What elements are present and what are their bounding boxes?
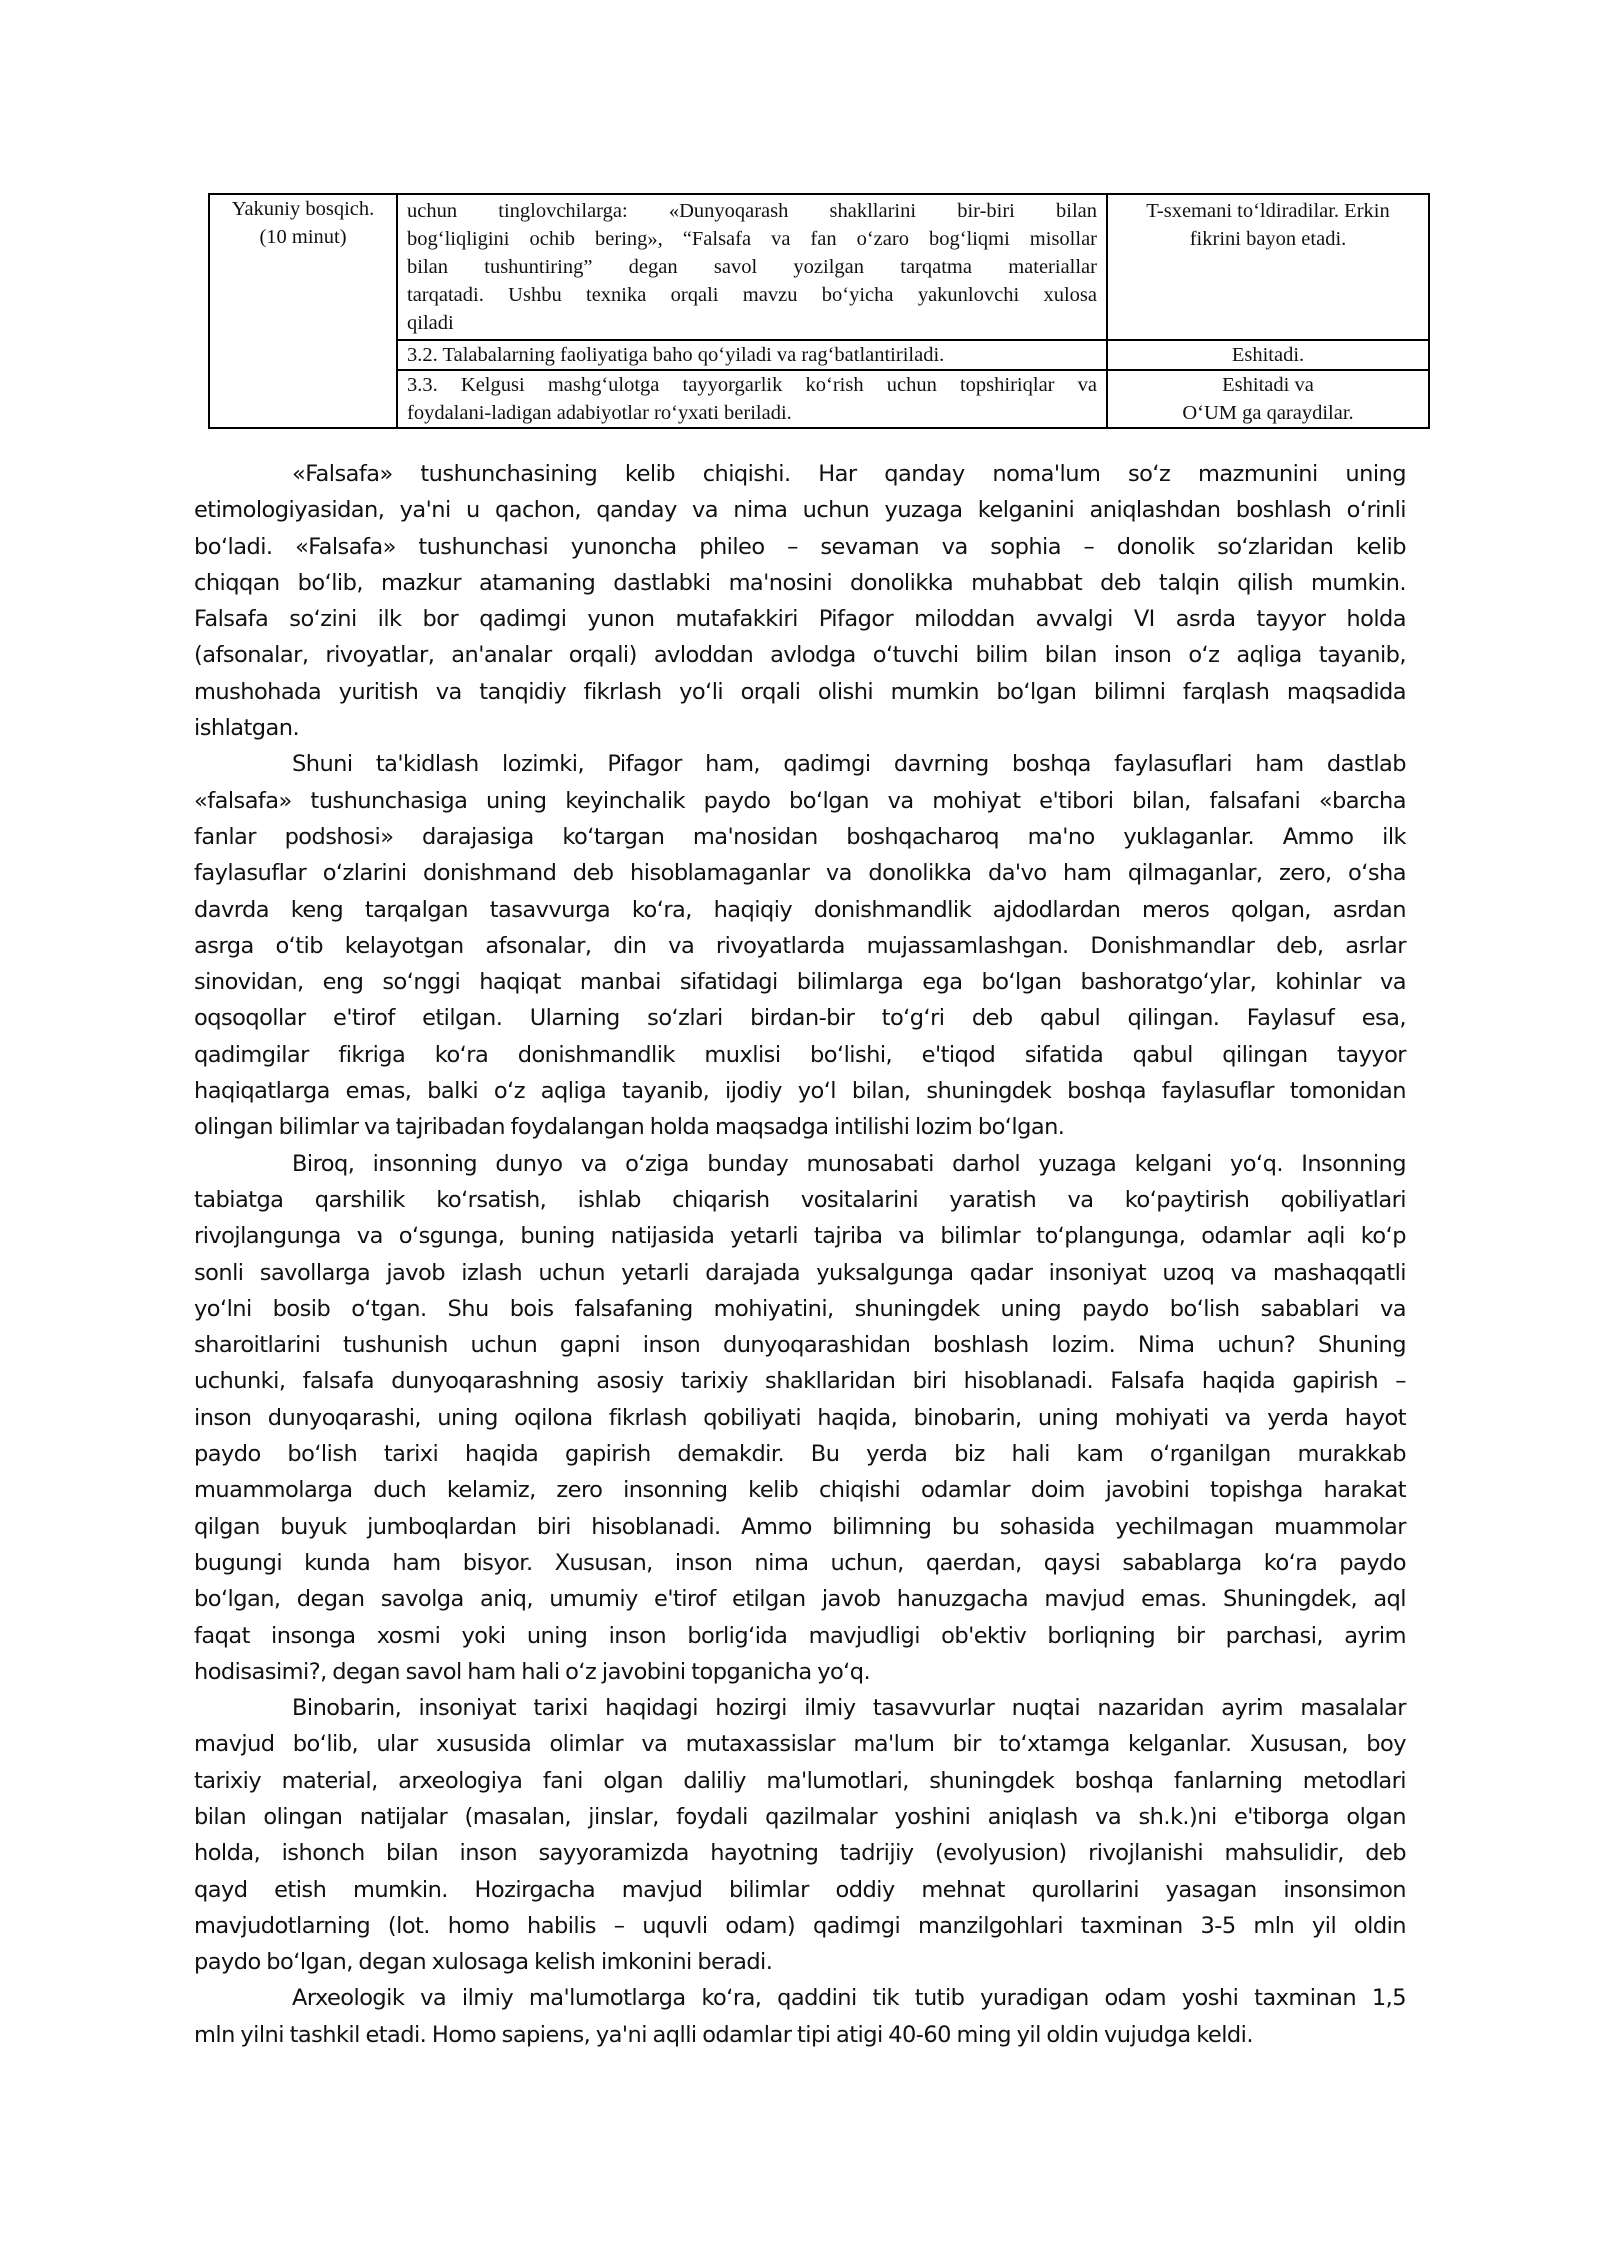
text-line: Falsafa soʻzini ilk bor qadimgi yunon mutafakkiri Pifagor miloddan avvalgi VI asrda tayyor holda xyxy=(194,606,1406,633)
text-line: T-sxemani toʻldiradilar. Erkin xyxy=(1146,200,1390,222)
text-line: paydo boʻlish tarixi haqida gapirish demakdir. Bu yerda biz hali kam oʻrganilgan murakkab xyxy=(194,1441,1406,1468)
text-line: (afsonalar, rivoyatlar, an'analar orqali) avloddan avlodga oʻtuvchi bilim bilan inson oʻz aqliga tayanib, xyxy=(194,642,1406,669)
table-row xyxy=(209,194,1429,340)
text-line: Eshitadi. xyxy=(1231,344,1305,366)
stage-duration: (10 minut) xyxy=(259,226,347,248)
text-line: uchunki, falsafa dunyoqarashning asosiy tarixiy shakllaridan biri hisoblanadi. Falsafa haqida gapirish – xyxy=(194,1368,1406,1395)
text-line: mavjudotlarning (lot. homo habilis – uquvli odam) qadimgi manzilgohlari taxminan 3-5 mln yil oldin xyxy=(194,1912,1406,1939)
text-line: 3.3. Kelgusi mashgʻulotga tayyorgarlik koʻrish uchun topshiriqlar va xyxy=(407,374,1097,396)
teacher-activity-cell xyxy=(397,370,1107,428)
text-line: sonli savollarga javob izlash uchun yetarli darajada yuksalgunga qadar insoniyat uzoq va mashaqqatli xyxy=(194,1259,1406,1286)
text-line: fikrini bayon etadi. xyxy=(1189,228,1347,250)
text-line: inson dunyoqarashi, uning oqilona fikrlash qobiliyati haqida, binobarin, uning mohiyati va yerda hayot xyxy=(194,1404,1406,1431)
text-line: foydalani-ladigan adabiyotlar roʻyxati beriladi. xyxy=(407,402,792,424)
text-line: «falsafa» tushunchasiga uning keyinchalik paydo boʻlgan va mohiyat e'tibori bilan, falsafani «barcha xyxy=(194,787,1406,814)
teacher-activity-cell xyxy=(397,194,1107,340)
lesson-plan-table xyxy=(208,193,1430,429)
text-line: tabiatga qarshilik koʻrsatish, ishlab chiqarish vositalarini yaratish va koʻpaytirish qobiliyatlari xyxy=(194,1186,1406,1213)
paragraph xyxy=(194,1690,1406,1980)
stage-cell xyxy=(209,194,397,428)
text-line: mushohada yuritish va tanqidiy fikrlash yoʻli orqali olishi mumkin boʻlgan bilimni farqlash maqsadida xyxy=(194,678,1406,705)
paragraph xyxy=(194,1980,1406,2053)
text-line: OʻUM ga qaraydilar. xyxy=(1182,402,1354,424)
text-line: qayd etish mumkin. Hozirgacha mavjud bilimlar oddiy mehnat qurollarini yasagan insonsimon xyxy=(194,1876,1406,1903)
text-line: tarqatadi. Ushbu texnika orqali mavzu boʻyicha yakunlovchi xulosa xyxy=(407,284,1097,306)
student-activity-cell xyxy=(1107,194,1429,340)
paragraph xyxy=(194,456,1406,746)
text-line: asrga oʻtib kelayotgan afsonalar, din va rivoyatlarda mujassamlashgan. Donishmandlar deb, asrlar xyxy=(194,932,1406,959)
student-activity-cell xyxy=(1107,340,1429,370)
text-line: olingan bilimlar va tajribadan foydalangan holda maqsadga intilishi lozim boʻlgan. xyxy=(194,1114,1065,1141)
text-line: ishlatgan. xyxy=(194,715,300,742)
text-line: yoʻlni bosib oʻtgan. Shu bois falsafaning mohiyatini, shuningdek uning paydo boʻlish sabablari va xyxy=(194,1295,1406,1322)
text-line: chiqqan boʻlib, mazkur atamaning dastlabki ma'nosini donolikka muhabbat deb talqin qilish mumkin. xyxy=(194,569,1406,596)
text-line: «Falsafa» tushunchasining kelib chiqishi. Har qanday noma'lum soʻz mazmunini uning xyxy=(292,461,1406,487)
text-line: boʻlgan, degan savolga aniq, umumiy e'tirof etilgan javob hanuzgacha mavjud emas. Shuningdek, aql xyxy=(194,1586,1406,1613)
text-line: paydo boʻlgan, degan xulosaga kelish imkonini beradi. xyxy=(194,1949,773,1976)
text-line: muammolarga duch kelamiz, zero insonning kelib chiqishi odamlar doim javobini topishga harakat xyxy=(194,1477,1406,1504)
text-line: tarixiy material, arxeologiya fani olgan daliliy ma'lumotlari, shuningdek boshqa fanlarning metodlari xyxy=(194,1767,1406,1794)
text-line: Arxeologik va ilmiy ma'lumotlarga koʻra, qaddini tik tutib yuradigan odam yoshi taxminan 1,5 xyxy=(292,1985,1406,2012)
text-line: sharoitlarini tushunish uchun gapni inson dunyoqarashidan boshlash lozim. Nima uchun? Shuning xyxy=(194,1332,1406,1359)
text-line: Eshitadi va xyxy=(1222,374,1314,396)
text-line: Biroq, insonning dunyo va oʻziga bunday munosabati darhol yuzaga kelgani yoʻq. Insonning xyxy=(292,1150,1406,1177)
stage-label: Yakuniy bosqich. xyxy=(231,198,375,220)
text-line: mln yilni tashkil etadi. Homo sapiens, ya'ni aqlli odamlar tipi atigi 40-60 ming yil oldin vujudga keldi. xyxy=(194,2021,1253,2048)
paragraph xyxy=(194,746,1406,1145)
text-line: 3.2. Talabalarning faoliyatiga baho qoʻyiladi va ragʻbatlantiriladi. xyxy=(407,344,945,366)
text-line: faylasuflar oʻzlarini donishmand deb hisoblamaganlar va donolikka da'vo ham qilmaganlar, zero, oʻsha xyxy=(194,860,1406,887)
text-line: boʻladi. «Falsafa» tushunchasi yunoncha phileo – sevaman va sophia – donolik soʻzlaridan kelib xyxy=(194,533,1406,560)
text-line: rivojlangunga va oʻsgunga, buning natijasida yetarli tajriba va bilimlar toʻplangunga, odamlar aqli koʻp xyxy=(194,1223,1406,1250)
text-line: etimologiyasidan, ya'ni u qachon, qanday va nima uchun yuzaga kelganini aniqlashdan boshlash oʻrinli xyxy=(194,497,1406,524)
paragraph xyxy=(194,1146,1406,1690)
text-line: davrda keng tarqalgan tasavvurga koʻra, haqiqiy donishmandlik ajdodlardan meros qolgan, asrdan xyxy=(194,896,1406,923)
text-line: hodisasimi?, degan savol ham hali oʻz javobini topganicha yoʻq. xyxy=(194,1658,871,1685)
text-line: holda, ishonch bilan inson sayyoramizda hayotning tadrijiy (evolyusion) rivojlanishi mahsulidir, deb xyxy=(194,1840,1406,1867)
text-line: bilan olingan natijalar (masalan, jinslar, foydali qazilmalar yoshini aniqlash va sh.k.)ni e'tiborga olgan xyxy=(194,1803,1406,1830)
text-line: bilan tushuntiring” degan savol yozilgan tarqatma materiallar xyxy=(407,256,1097,278)
text-line: sinovidan, eng soʻnggi haqiqat manbai sifatidagi bilimlarga ega boʻlgan bashoratgoʻylar, kohinlar va xyxy=(194,969,1406,996)
text-line: uchun tinglovchilarga: «Dunyoqarash shakllarini bir-biri bilan xyxy=(407,200,1097,222)
text-line: qilgan buyuk jumboqlardan biri hisoblanadi. Ammo bilimning bu sohasida yechilmagan muammolar xyxy=(194,1513,1406,1540)
student-activity-cell xyxy=(1107,370,1429,428)
text-line: oqsoqollar e'tirof etilgan. Ularning soʻzlari birdan-bir toʻgʻri deb qabul qilingan. Faylasuf esa, xyxy=(194,1005,1406,1032)
teacher-activity-cell xyxy=(397,340,1107,370)
text-line: qiladi xyxy=(407,312,454,334)
text-line: fanlar podshosi» darajasiga koʻtargan ma'nosidan boshqacharoq ma'no yuklaganlar. Ammo ilk xyxy=(194,823,1406,850)
text-line: Binobarin, insoniyat tarixi haqidagi hozirgi ilmiy tasavvurlar nuqtai nazaridan ayrim masalalar xyxy=(292,1695,1406,1722)
text-line: mavjud boʻlib, ular xususida olimlar va mutaxassislar ma'lum bir toʻxtamga kelganlar. Xususan, boy xyxy=(194,1731,1406,1758)
text-line: Shuni ta'kidlash lozimki, Pifagor ham, qadimgi davrning boshqa faylasuflari ham dastlab xyxy=(292,751,1406,778)
body-text xyxy=(194,456,1406,2053)
text-line: bogʻliqligini ochib bering», “Falsafa va fan oʻzaro bogʻliqmi misollar xyxy=(407,228,1097,250)
text-line: haqiqatlarga emas, balki oʻz aqliga tayanib, ijodiy yoʻl bilan, shuningdek boshqa faylasuflar tomonidan xyxy=(194,1078,1406,1105)
text-line: faqat insonga xosmi yoki uning inson borligʻida mavjudligi ob'ektiv borliqning bir parchasi, ayrim xyxy=(194,1622,1406,1649)
text-line: qadimgilar fikriga koʻra donishmandlik muxlisi boʻlishi, e'tiqod sifatida qabul qilingan tayyor xyxy=(194,1041,1406,1068)
text-line: bugungi kunda ham bisyor. Xususan, inson nima uchun, qaerdan, qaysi sabablarga koʻra paydo xyxy=(194,1549,1406,1576)
